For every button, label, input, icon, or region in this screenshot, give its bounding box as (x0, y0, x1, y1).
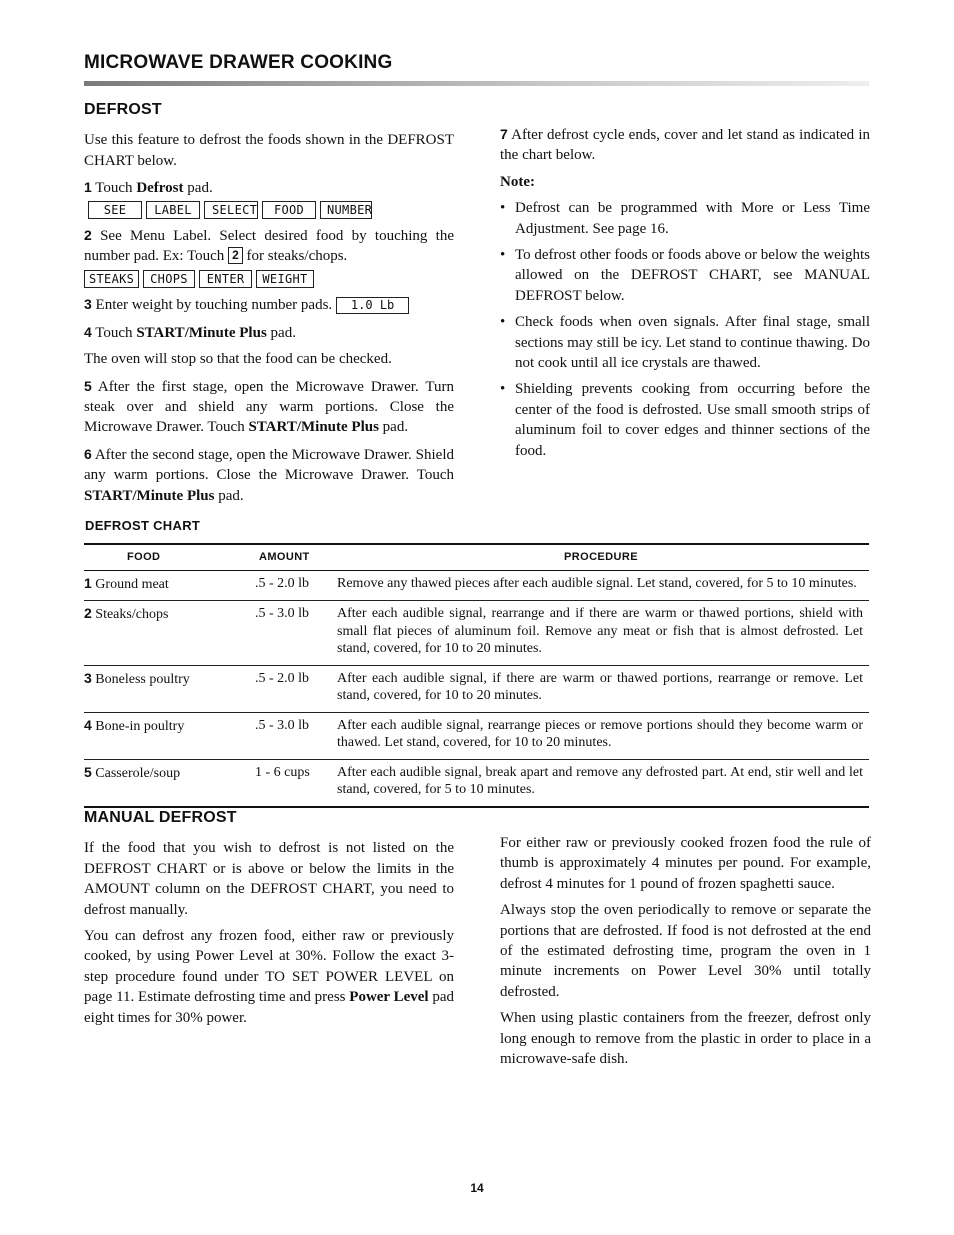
display-see: SEE (88, 201, 142, 219)
row-number: 2 (84, 605, 92, 621)
table-header-row (84, 544, 869, 570)
display-chops: CHOPS (143, 270, 195, 288)
weight-display: 1.0 Lb (336, 297, 409, 314)
amount-cell: .5 - 3.0 lb (251, 601, 333, 666)
row-number: 1 (84, 574, 92, 591)
defrost-right-column (500, 124, 870, 467)
paragraph-text: You can defrost any frozen food, either raw or previously cooked, by using Power Level at 30%. Follow the exact 3-step procedure found under TO SET POWER LEVEL on page 11. Estimate defrosting time and press (84, 928, 454, 1006)
food-cell (84, 665, 251, 712)
step-number: 7 (500, 126, 508, 142)
step-text: See Menu Label. Select desired food by touching the number pad. Ex: Touch (84, 227, 455, 265)
step-number: 6 (84, 445, 92, 462)
step-4 (84, 322, 454, 343)
step-text: pad. (266, 324, 296, 341)
key-2-icon: 2 (228, 247, 243, 264)
step-number: 5 (84, 377, 92, 394)
step-text: pad. (183, 180, 213, 197)
step-text: Enter weight by touching number pads. (95, 297, 336, 314)
step-3 (84, 294, 454, 315)
food-name: Steaks/chops (95, 607, 169, 622)
manual-paragraph: Always stop the oven periodically to remove or separate the portions that are defrosted. If food is not defrosted at the end of the estimated defrosting time, program the oven in 1 minute increments on Power Level 30% until totally defrosted. (500, 902, 871, 1000)
step-text: After defrost cycle ends, cover and let stand as indicated in the chart below. (500, 127, 870, 164)
manual-paragraph (84, 926, 454, 1028)
step-text: Touch (95, 324, 137, 341)
display-keys-1 (88, 201, 454, 219)
display-steaks: STEAKS (84, 270, 139, 288)
defrost-chart-table (84, 543, 869, 808)
food-cell (84, 712, 251, 759)
procedure-cell: After each audible signal, break apart and remove any defrosted part. At end, stir well and let stand, covered, for 5 to 10 minutes. (333, 759, 869, 807)
step-text: After the second stage, open the Microwave Drawer. Shield any warm portions. Close the Microwave Drawer. Touch (84, 446, 454, 484)
procedure-cell: After each audible signal, rearrange pieces or remove portions should they become warm or thawed. Let stand, covered, for 10 to 20 minutes. (333, 712, 869, 759)
table-row (84, 601, 869, 666)
column-header-amount: AMOUNT (251, 544, 333, 570)
start-pad-label: START/Minute Plus (84, 487, 215, 504)
amount-cell: .5 - 3.0 lb (251, 712, 333, 759)
display-label: LABEL (146, 201, 200, 219)
food-name: Ground meat (95, 576, 169, 592)
table-row (84, 759, 869, 807)
defrost-heading: DEFROST (84, 101, 162, 118)
table-row (84, 712, 869, 759)
defrost-intro: Use this feature to defrost the foods shown in the DEFROST CHART below. (84, 132, 454, 169)
paragraph-text: pad eight times for 30% power. (84, 989, 454, 1026)
step-2 (84, 225, 454, 267)
food-name: Casserole/soup (95, 765, 181, 781)
food-cell (84, 601, 251, 666)
manual-defrost-heading: MANUAL DEFROST (84, 809, 237, 826)
step-text: After the first stage, open the Microwave Drawer. Turn steak over and shield any warm portions. Close the Microwave Drawer. Touch (84, 378, 454, 436)
step-number: 3 (84, 296, 92, 313)
food-name: Bone-in poultry (95, 718, 185, 734)
step-text: for steaks/chops. (242, 248, 348, 265)
procedure-cell: Remove any thawed pieces after each audible signal. Let stand, covered, for 5 to 10 minutes. (333, 570, 869, 601)
start-pad-label: START/Minute Plus (136, 324, 267, 341)
step-5 (84, 376, 454, 438)
page-number: 14 (470, 1181, 484, 1195)
step-7 (500, 124, 870, 166)
amount-cell: 1 - 6 cups (251, 759, 333, 807)
manual-paragraph: For either raw or previously cooked frozen food the rule of thumb is approximately 4 minutes per pound. For example, defrost 4 minutes for 1 pound of frozen spaghetti sauce. (500, 835, 871, 892)
amount-cell: .5 - 2.0 lb (251, 570, 333, 601)
note-item: • To defrost other foods or foods above or below the weights allowed on the DEFROST CHART, see MANUAL DEFROST below. (500, 245, 870, 306)
notes-list (500, 198, 870, 461)
page-title: MICROWAVE DRAWER COOKING (84, 52, 393, 73)
note-item: • Shielding prevents cooking from occurring before the center of the food is defrosted. Use small smooth strips of aluminum foil to cover edges and thinner sections of the food. (500, 379, 870, 461)
table-row (84, 570, 869, 601)
title-rule (84, 81, 869, 86)
stop-note: The oven will stop so that the food can be checked. (84, 351, 392, 368)
food-cell (84, 570, 251, 601)
row-number: 3 (84, 669, 92, 686)
step-text: pad. (378, 419, 409, 436)
step-number: 1 (84, 179, 92, 196)
column-header-food: FOOD (84, 544, 251, 570)
power-level-pad-label: Power Level (349, 989, 429, 1006)
column-header-procedure: PROCEDURE (333, 544, 869, 570)
step-text: pad. (214, 487, 244, 504)
procedure-cell: After each audible signal, if there are warm or thawed portions, rearrange or remove. Let stand, covered, for 10 to 20 minutes. (333, 665, 869, 712)
note-item: • Check foods when oven signals. After final stage, small sections may still be icy. Let stand to continue thawing. Do not cook until all ice crystals are thawed. (500, 312, 870, 373)
step-6 (84, 444, 454, 506)
table-row (84, 665, 869, 712)
display-number: NUMBER (320, 201, 372, 219)
procedure-cell: After each audible signal, rearrange and if there are warm or thawed portions, shield with small flat pieces of aluminum foil. Remove any meat or fish that is almost defrosted. Let stand, covered, for 10 to 20 minutes. (333, 601, 869, 666)
defrost-left-column (84, 100, 454, 512)
row-number: 5 (84, 763, 92, 780)
defrost-chart-body (84, 570, 869, 807)
food-name: Boneless poultry (95, 671, 190, 687)
manual-paragraph: When using plastic containers from the freezer, defrost only long enough to remove from the plastic in order to place in a microwave-safe dish. (500, 1010, 871, 1068)
start-pad-label: START/Minute Plus (248, 419, 379, 436)
display-food: FOOD (262, 201, 316, 219)
amount-cell: .5 - 2.0 lb (251, 665, 333, 712)
row-number: 4 (84, 716, 92, 733)
display-select: SELECT (204, 201, 258, 219)
display-weight: WEIGHT (256, 270, 313, 288)
note-label: Note: (500, 173, 535, 190)
step-1 (84, 177, 454, 198)
food-cell (84, 759, 251, 807)
note-item: • Defrost can be programmed with More or Less Time Adjustment. See page 16. (500, 198, 870, 239)
display-enter: ENTER (199, 270, 253, 288)
defrost-chart-heading: DEFROST CHART (85, 518, 201, 533)
display-keys-2 (84, 270, 454, 288)
manual-defrost-right-column (500, 833, 871, 1075)
defrost-pad-label: Defrost (136, 180, 184, 197)
step-number: 2 (84, 226, 92, 243)
manual-paragraph: If the food that you wish to defrost is not listed on the DEFROST CHART or is above or below the limits in the AMOUNT column on the DEFROST CHART, you need to defrost manually. (84, 840, 454, 918)
step-number: 4 (84, 323, 92, 340)
manual-defrost-left-column (84, 808, 454, 1034)
step-text: Touch (95, 180, 137, 197)
